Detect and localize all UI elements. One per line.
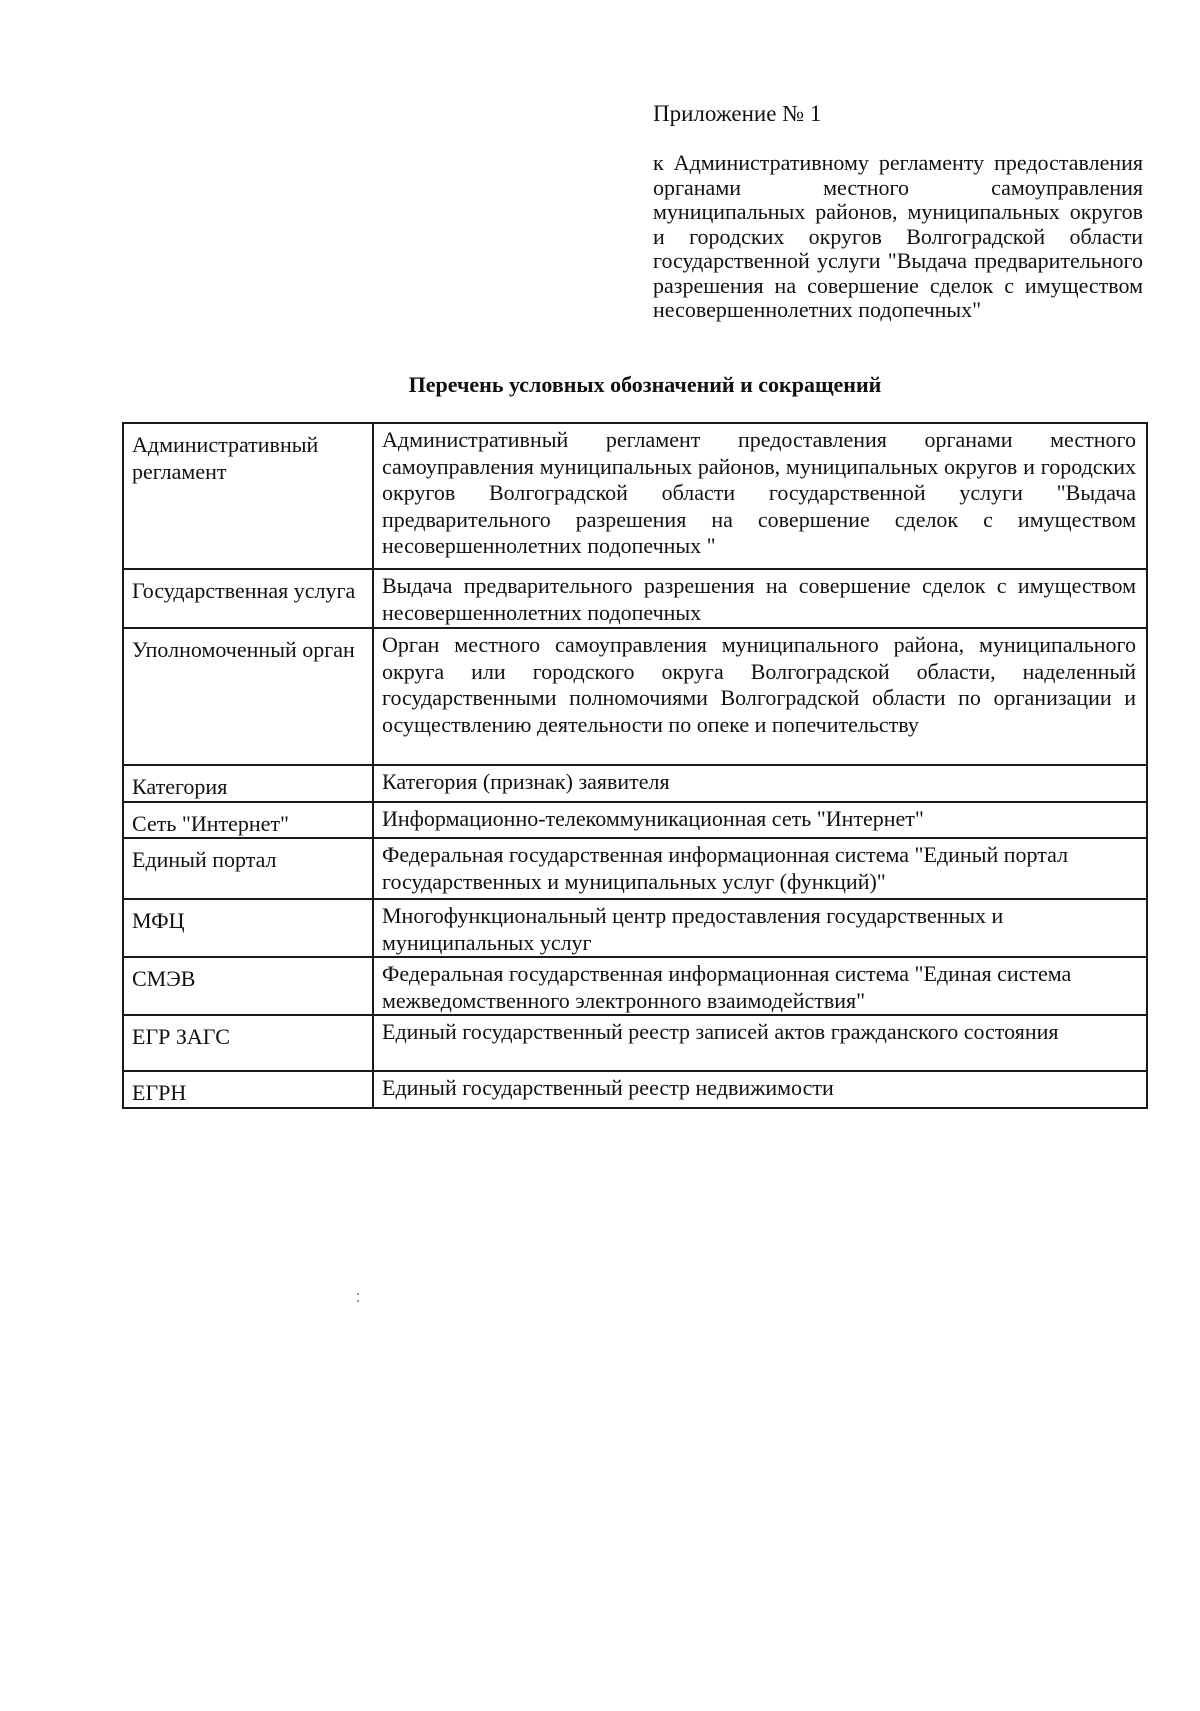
table-row — [123, 838, 1147, 899]
term-cell: Уполномоченный орган — [123, 628, 373, 765]
table-row — [123, 765, 1147, 802]
definition-cell: Выдача предварительного разрешения на совершение сделок с имуществом несовершеннолетних подопечных — [373, 569, 1147, 628]
term-cell: Сеть "Интернет" — [123, 802, 373, 839]
table-row — [123, 802, 1147, 839]
term-cell: Административный регламент — [123, 423, 373, 569]
scan-speck — [357, 1300, 359, 1302]
definition-cell: Единый государственный реестр недвижимости — [373, 1071, 1147, 1108]
definition-cell: Федеральная государственная информационная система "Единая система межведомственного электронного взаимодействия" — [373, 957, 1147, 1015]
term-cell: Категория — [123, 765, 373, 802]
scan-speck — [357, 1293, 359, 1295]
document-title: Перечень условных обозначений и сокращений — [408, 372, 882, 397]
abbreviations-table — [122, 422, 1148, 1109]
definition-cell: Административный регламент предоставления органами местного самоуправления муниципальных районов, муниципальных округов и городских округов Волгоградской области государственной услуги "Выдача предварительного разрешения на совершение сделок с имуществом несовершеннолетних подопечных " — [373, 423, 1147, 569]
table-row — [123, 1015, 1147, 1071]
definition-cell: Единый государственный реестр записей актов гражданского состояния — [373, 1015, 1147, 1071]
definition-cell: Федеральная государственная информационная система "Единый портал государственных и муниципальных услуг (функций)" — [373, 838, 1147, 899]
table-row — [123, 423, 1147, 569]
term-cell: ЕГРН — [123, 1071, 373, 1108]
term-cell: ЕГР ЗАГС — [123, 1015, 373, 1071]
table-row — [123, 569, 1147, 628]
definition-cell: Категория (признак) заявителя — [373, 765, 1147, 802]
definition-cell: Орган местного самоуправления муниципального района, муниципального округа или городского округа Волгоградской области, наделенный государственными полномочиями Волгоградской области по организации и осуществлению деятельности по опеке и попечительству — [373, 628, 1147, 765]
appendix-reference: к Административному регламенту предоставления органами местного самоуправления муниципальных районов, муниципальных округов и городских округов Волгоградской области государственной услуги "Выдача предварительного разрешения на совершение сделок с имуществом несовершеннолетних подопечных" — [653, 150, 1143, 322]
term-cell: Единый портал — [123, 838, 373, 899]
term-cell: СМЭВ — [123, 957, 373, 1015]
table-row — [123, 1071, 1147, 1108]
term-cell: Государственная услуга — [123, 569, 373, 628]
table-row — [123, 899, 1147, 957]
table-row — [123, 628, 1147, 765]
appendix-number: Приложение № 1 — [653, 101, 822, 126]
term-cell: МФЦ — [123, 899, 373, 957]
definition-cell: Информационно-телекоммуникационная сеть "Интернет" — [373, 802, 1147, 839]
table-row — [123, 957, 1147, 1015]
definition-cell: Многофункциональный центр предоставления государственных и муниципальных услуг — [373, 899, 1147, 957]
